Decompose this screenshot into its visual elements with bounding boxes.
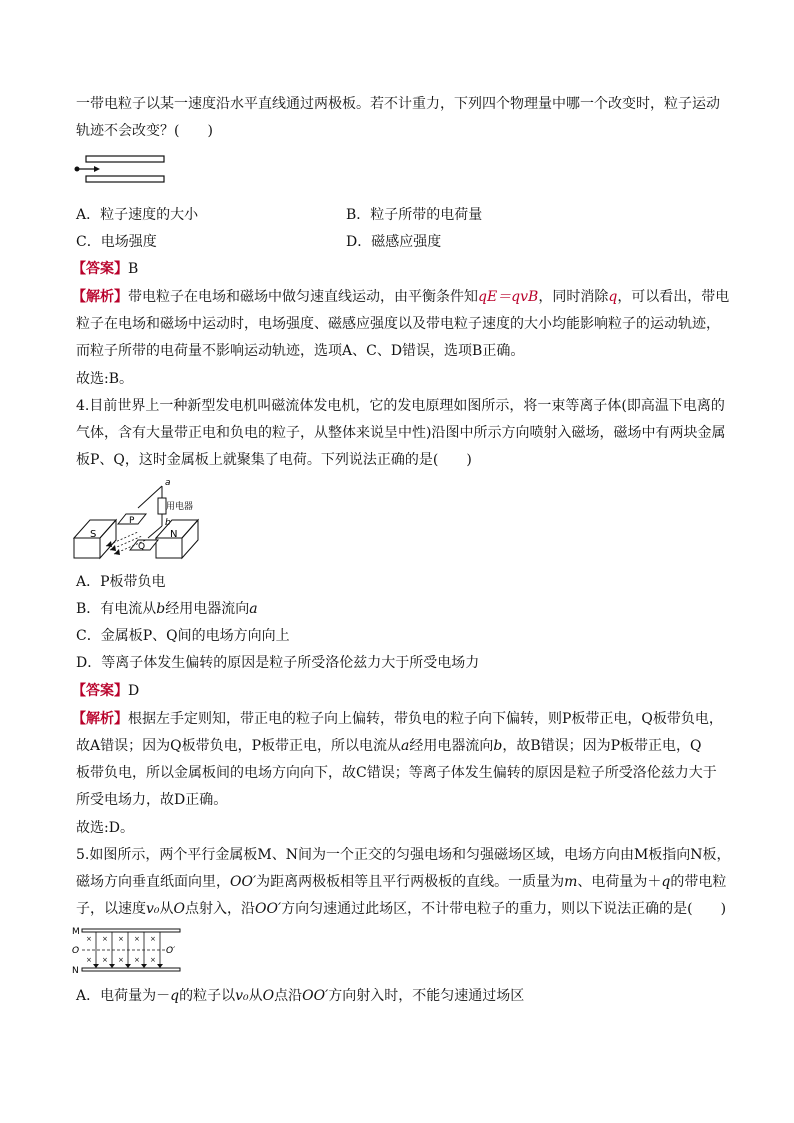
- q4-analysis-text1: 根据左手定则知，带正电的粒子向上偏转，带负电的粒子向下偏转，则P板带正电，Q板带负电，: [128, 711, 723, 727]
- q3-analysis-text-b: ，同时消除: [538, 289, 609, 305]
- q5-fig-cross: ×: [102, 935, 108, 943]
- q4-fig-label-b: b: [165, 518, 171, 528]
- q4-stem-line1: 4.目前世界上一种新型发电机叫磁流体发电机，它的发电原理如图所示，将一束等离子体(即高温下电离的: [76, 398, 725, 414]
- q4-option-b-b: b: [156, 601, 166, 617]
- q3-analysis-line2: 粒子在电场和磁场中运动时，电场强度、磁感应强度以及带电粒子速度的大小均能影响粒子的运动轨迹，: [76, 316, 720, 332]
- q4-analysis-line3: 板带负电，所以金属板间的电场方向向下，故C错误；等离子体发生偏转的原因是粒子所受洛伦兹力大于: [76, 765, 717, 781]
- q5-stem2-q: q: [661, 874, 671, 890]
- q5-fig-cross: ×: [134, 935, 140, 943]
- q5-stem2-b: 为距离两极板相等且平行两极板的直线。一质量为: [256, 874, 565, 890]
- q5-fig-cross: ×: [102, 956, 108, 964]
- q3-analysis-text-c: ，可以看出，带电: [617, 289, 730, 305]
- q5-option-a: [76, 986, 524, 1006]
- q5-fig-cross: ×: [150, 935, 156, 943]
- q5-stem2-d: 的带电粒: [670, 874, 727, 890]
- q4-fig-label-a: a: [165, 478, 171, 488]
- q4-analysis-b: b: [493, 738, 503, 754]
- q3-analysis-label: 【解析】: [72, 289, 128, 305]
- q5-stem3-c: 点射入，沿: [185, 901, 256, 917]
- q4-analysis-text2c: ，故B错误；因为P板带正电，Q: [502, 738, 702, 754]
- q3-analysis-text-a: 带电粒子在电场和磁场中做匀速直线运动，由平衡条件知: [128, 289, 478, 305]
- q3-capacitor-figure: [72, 154, 172, 188]
- q5-fig-label-o: O: [72, 946, 80, 956]
- q4-option-b-pre: B．有电流从: [76, 601, 157, 617]
- q5-opt-a-3: 从: [248, 988, 263, 1004]
- q4-analysis-label: 【解析】: [72, 711, 128, 727]
- q4-fig-label-device: 用电器: [166, 502, 194, 512]
- q5-stem-line2: [76, 872, 726, 892]
- q3-option-d: D．磁感应强度: [346, 234, 442, 250]
- q5-opt-a-v0: v₀: [235, 988, 249, 1004]
- q5-stem3-a: 子，以速度: [76, 901, 146, 917]
- q4-stem-line2: 气体，含有大量带正电和负电的粒子，从整体来说呈中性)沿图中所示方向喷射入磁场，磁场中有两块金属: [76, 425, 726, 441]
- q3-option-c: C．电场强度: [76, 234, 157, 250]
- q4-answer-label: 【答案】: [72, 683, 128, 699]
- q3-answer: [72, 259, 138, 279]
- q5-opt-a-o: O: [262, 988, 275, 1004]
- q4-analysis-a: a: [401, 738, 410, 754]
- q5-opt-a-q: q: [170, 988, 180, 1004]
- q3-answer-value: B: [128, 261, 139, 277]
- q5-opt-a-4: 点沿: [274, 988, 303, 1004]
- q5-fig-label-o-prime: O′: [166, 946, 176, 956]
- q5-fig-label-n: N: [72, 966, 79, 976]
- q4-fig-label-s: S: [90, 529, 97, 540]
- q5-fig-cross: ×: [118, 935, 124, 943]
- q4-mhd-generator-figure: [70, 478, 210, 564]
- q4-analysis-line1: [72, 709, 723, 729]
- q3-analysis-line1: [72, 287, 729, 307]
- q4-option-c: C．金属板P、Q间的电场方向向上: [76, 628, 290, 644]
- q3-option-b: B．粒子所带的电荷量: [346, 207, 483, 223]
- q4-conclusion: 故选:D。: [76, 820, 134, 836]
- q5-stem2-c: 、电荷量为＋: [577, 874, 662, 890]
- q3-option-a: A．粒子速度的大小: [76, 207, 199, 223]
- q4-option-d: D．等离子体发生偏转的原因是粒子所受洛伦兹力大于所受电场力: [76, 655, 480, 671]
- q5-opt-a-1: A．电荷量为－: [76, 988, 171, 1004]
- q5-stem3-oo: OO′: [255, 901, 282, 917]
- q3-stem-line1: 一带电粒子以某一速度沿水平直线通过两极板。若不计重力，下列四个物理量中哪一个改变时，粒子运动: [76, 96, 720, 112]
- q5-stem-line1: 5.如图所示，两个平行金属板M、N间为一个正交的匀强电场和匀强磁场区域，电场方向由M板指向N板，: [76, 847, 731, 863]
- q5-fig-cross: ×: [134, 956, 140, 964]
- q3-conclusion: 故选:B。: [76, 371, 134, 387]
- q5-stem2-oo: OO′: [230, 874, 257, 890]
- q5-stem3-d: 方向匀速通过此场区，不计带电粒子的重力，则以下说法正确的是( ): [281, 901, 727, 917]
- q5-fig-cross: ×: [118, 956, 124, 964]
- q4-answer: [72, 681, 139, 701]
- q5-stem2-m: m: [564, 874, 578, 890]
- q5-stem3-v0: v₀: [146, 901, 160, 917]
- q3-stem-line2: 轨迹不会改变？( ): [76, 123, 213, 139]
- q5-fig-cross: ×: [86, 935, 92, 943]
- q5-field-figure: [70, 924, 182, 976]
- q4-option-b: [76, 599, 258, 619]
- q4-option-a: A．P板带负电: [76, 574, 166, 590]
- q5-fig-cross: ×: [86, 956, 92, 964]
- q5-stem3-b: 从: [159, 901, 174, 917]
- q5-stem2-a: 磁场方向垂直纸面向里，: [76, 874, 230, 890]
- q4-option-b-a: a: [249, 601, 258, 617]
- q4-analysis-text2b: 经用电器流向: [409, 738, 494, 754]
- q5-fig-label-m: M: [72, 927, 80, 937]
- q3-answer-label: 【答案】: [72, 261, 128, 277]
- q5-stem3-o: O: [173, 901, 186, 917]
- q3-analysis-q: q: [608, 289, 618, 305]
- q4-fig-label-p: P: [129, 516, 135, 526]
- q4-analysis-line2: [76, 736, 702, 756]
- q4-fig-label-n: N: [170, 529, 178, 540]
- q4-answer-value: D: [128, 683, 140, 699]
- q4-option-b-mid: 经用电器流向: [165, 601, 250, 617]
- q3-analysis-line3: 而粒子所带的电荷量不影响运动轨迹，选项A、C、D错误，选项B正确。: [76, 343, 525, 359]
- q5-fig-cross: ×: [150, 956, 156, 964]
- q3-analysis-formula: qE＝qvB: [478, 289, 539, 305]
- q4-stem-line3: 板P、Q，这时金属板上就聚集了电荷。下列说法正确的是( ): [76, 452, 472, 468]
- q4-analysis-line4: 所受电场力，故D正确。: [76, 792, 228, 808]
- q4-fig-label-q: Q: [138, 542, 146, 552]
- q5-opt-a-2: 的粒子以: [179, 988, 236, 1004]
- q4-analysis-text2a: 故A错误；因为Q板带负电，P板带正电，所以电流从: [76, 738, 402, 754]
- q5-opt-a-oo: OO′: [302, 988, 329, 1004]
- q5-stem-line3: [76, 899, 726, 919]
- q5-opt-a-5: 方向射入时，不能匀速通过场区: [328, 988, 525, 1004]
